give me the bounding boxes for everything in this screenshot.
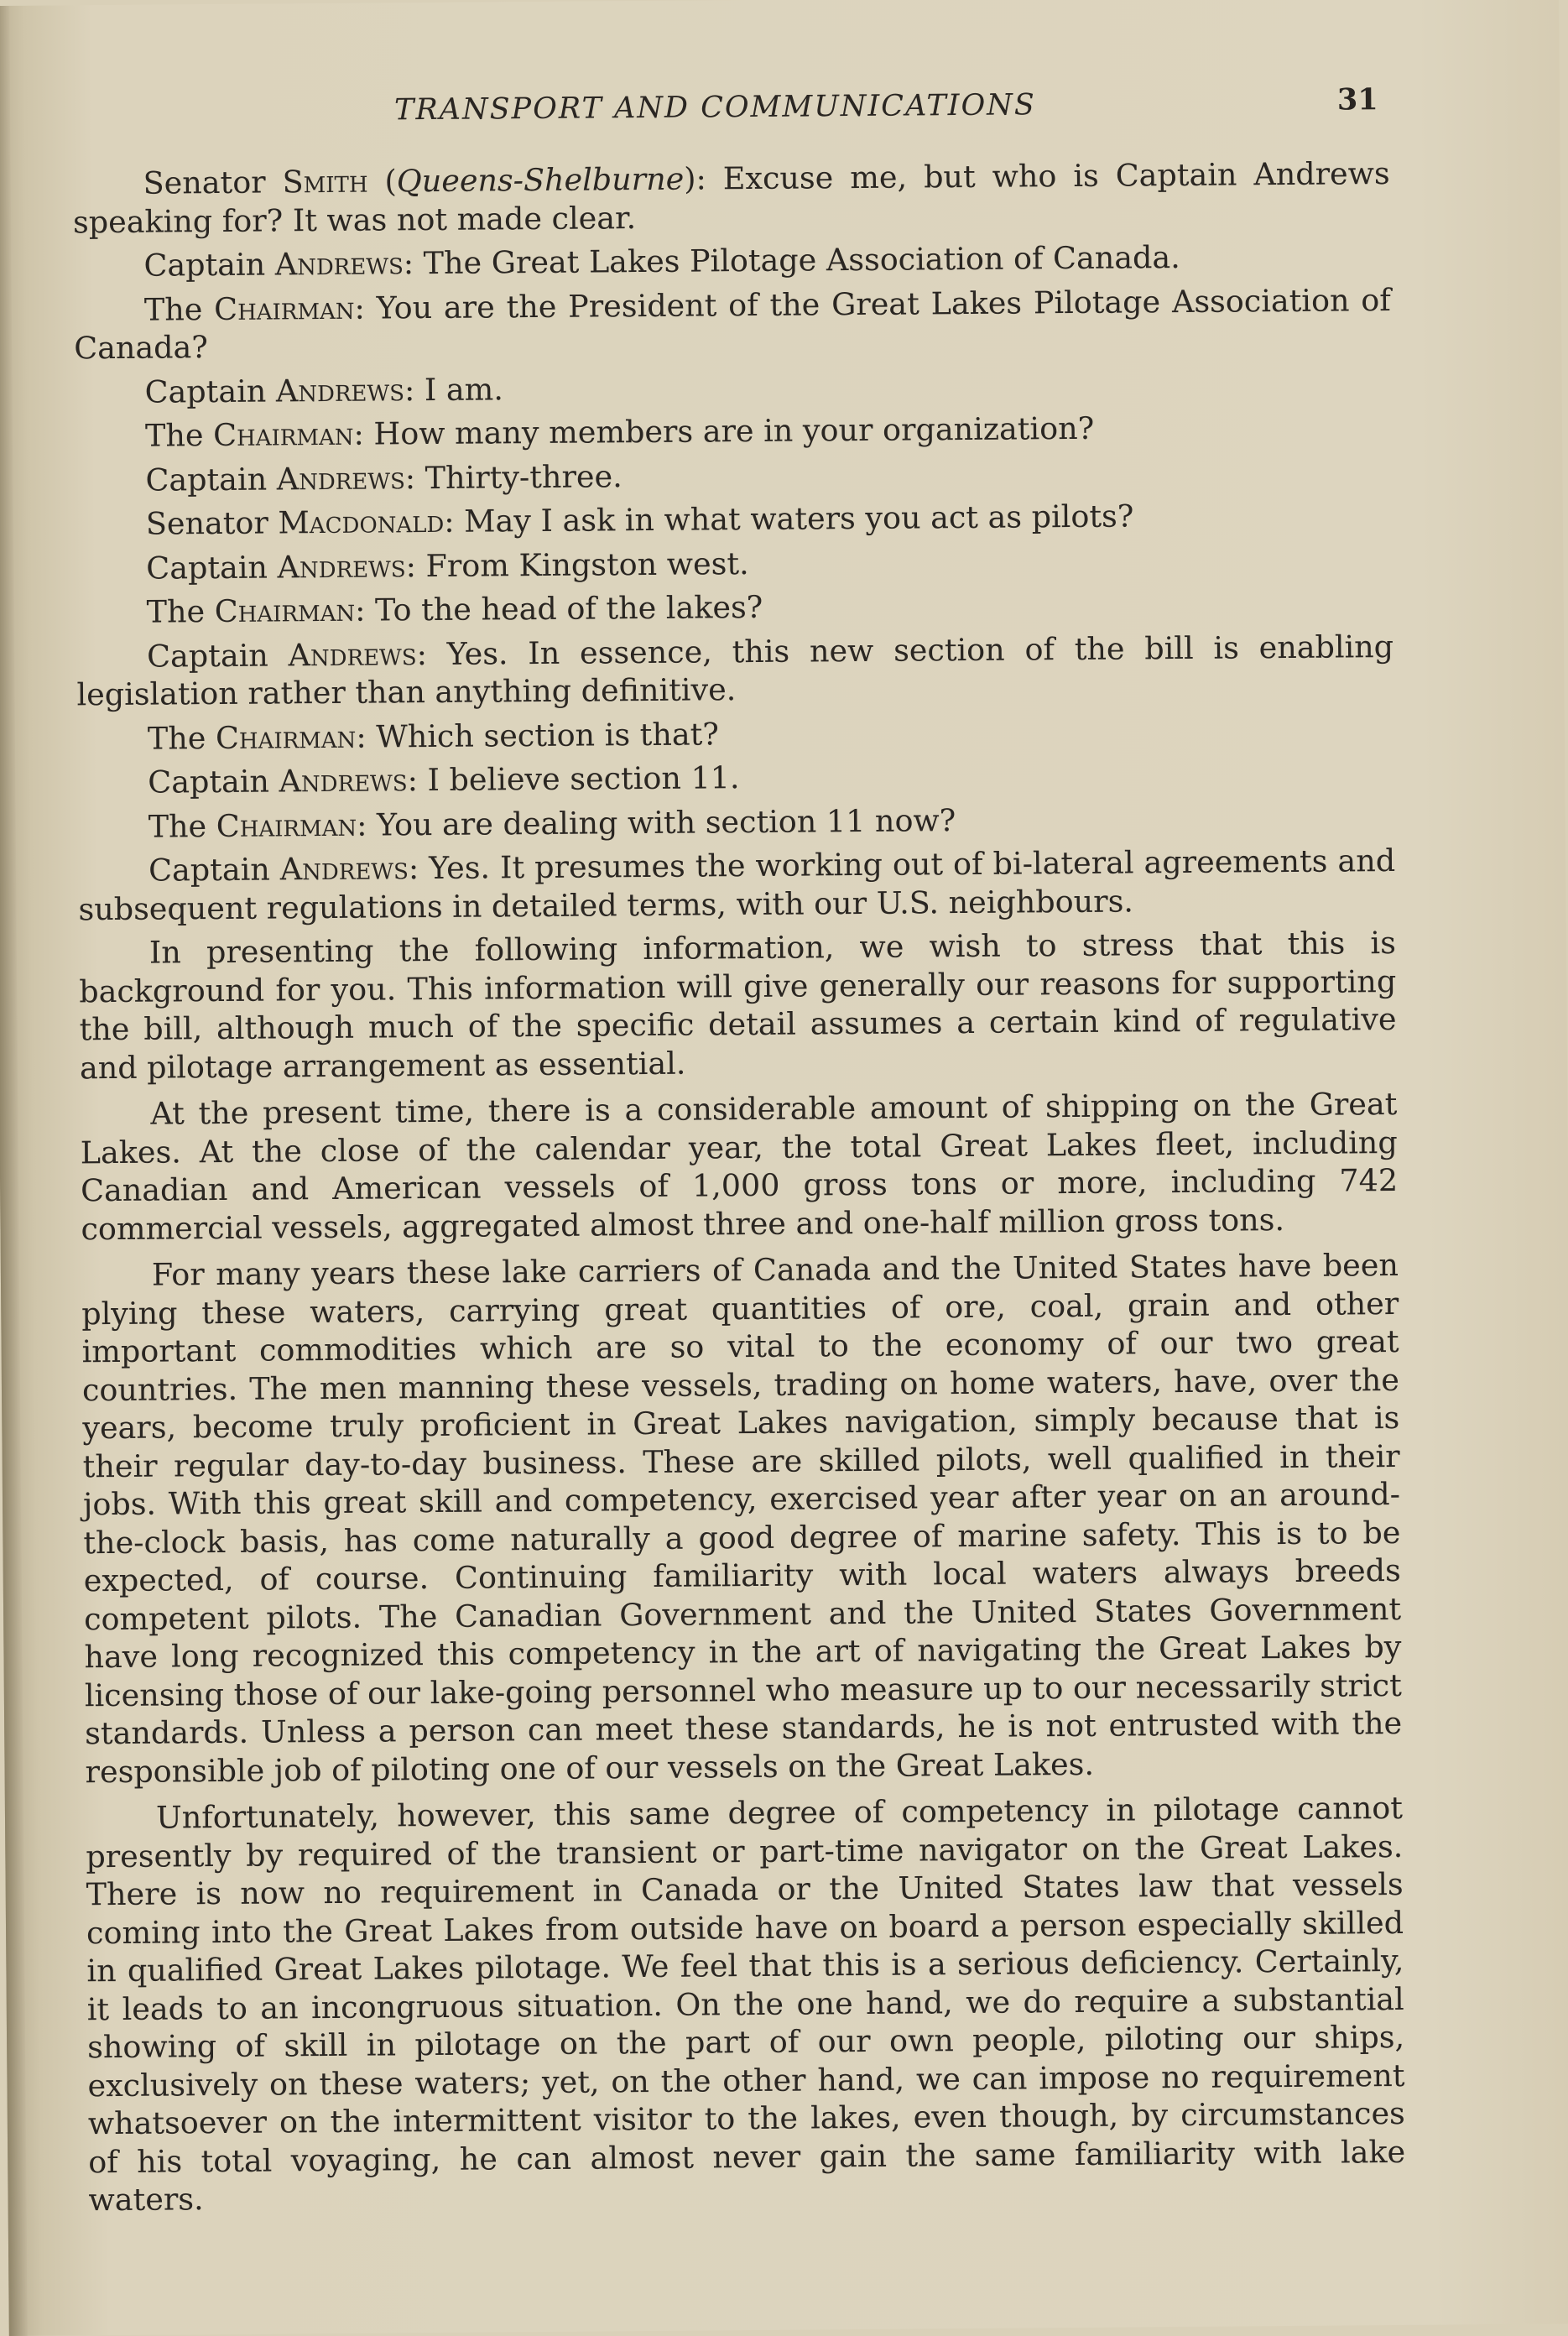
running-header: TRANSPORT AND COMMUNICATIONS bbox=[393, 88, 1036, 128]
body-paragraph: At the present time, there is a considerable amount of shipping on the Great Lakes. At the close of the calendar year, the total Great Lakes fleet, including Canadian and American vessels of 1,000 gross tons or more, including 742 commercial vessels, aggregated almost three and one-half million gross tons. bbox=[80, 1085, 1399, 1247]
page-body bbox=[73, 154, 1406, 2228]
dialogue-line: Senator Macdonald: May I ask in what waters you act as pilots? bbox=[145, 498, 1134, 542]
page-number: 31 bbox=[1336, 82, 1378, 117]
dialogue-line: The Chairman: Which section is that? bbox=[147, 715, 720, 757]
dialogue-line: Captain Andrews: Yes. It presumes the working out of bi-lateral agreements and subsequent regulations in detailed terms, with our U.S. neighbours. bbox=[78, 842, 1396, 927]
dialogue-line: The Chairman: How many members are in your organization? bbox=[144, 409, 1095, 454]
dialogue-line: Senator Smith (Queens-Shelburne): Excuse me, but who is Captain Andrews speaking for? It was not made clear. bbox=[72, 155, 1390, 240]
body-paragraph: Unfortunately, however, this same degree of competency in pilotage cannot presently by required of the transient or part-time navigator on the Great Lakes. There is now no requirement in Canada or the United States law that vessels coming into the Great Lakes from outside have on board a person especially skilled in qualified Great Lakes pilotage. We feel that this is a serious deficiency. Certainly, it leads to an incongruous situation. On the one hand, we do require a substantial showing of skill in pilotage on the part of our own people, piloting our ships, exclusively on these waters; yet, on the other hand, we can impose no requirement whatsoever on the intermittent visitor to the lakes, even though, by circumstances of his total voyaging, he can almost never gain the same familiarity with lake waters. bbox=[86, 1789, 1406, 2219]
dialogue-line: Captain Andrews: From Kingston west. bbox=[146, 545, 749, 587]
dialogue-line: Captain Andrews: I believe section 11. bbox=[148, 759, 740, 800]
dialogue-line: Captain Andrews: I am. bbox=[144, 370, 504, 410]
body-paragraph: For many years these lake carriers of Canada and the United States have been plying these waters, carrying great quantities of ore, coal, grain and other important commodities which are so vital to the economy of our two great countries. The men manning these vessels, trading on home waters, have, over the years, become truly proficient in Great Lakes navigation, simply because that is their regular day-to-day business. These are skilled pilots, well qualified in their jobs. With this great skill and competency, exercised year after year on an around-the-clock basis, has come naturally a good degree of marine safety. This is to be expected, of course. Continuing familiarity with local waters always breeds competent pilots. The Canadian Government and the United States Government have long recognized this competency in the art of navigating the Great Lakes by licensing those of our lake-going personnel who measure up to our necessarily strict standards. Unless a person can meet these standards, he is not entrusted with the responsible job of piloting one of our vessels on the Great Lakes. bbox=[81, 1246, 1403, 1790]
dialogue-line: The Chairman: You are the President of the Great Lakes Pilotage Association of Canada? bbox=[74, 281, 1391, 367]
dialogue-line: Captain Andrews: Yes. In essence, this new section of the bill is enabling legislation rather than anything definitive. bbox=[76, 628, 1394, 713]
dialogue-line: The Chairman: To the head of the lakes? bbox=[146, 588, 763, 630]
dialogue-line: Captain Andrews: Thirty-three. bbox=[145, 457, 623, 498]
dialogue-line: Captain Andrews: The Great Lakes Pilotage Association of Canada. bbox=[143, 238, 1180, 284]
body-paragraph: In presenting the following information, we wish to stress that this is background for you. This information will give generally our reasons for supporting the bill, although much of the specific detail assumes a certain kind of regulative and pilotage arrangement as essential. bbox=[79, 924, 1397, 1086]
book-spine-shadow bbox=[0, 6, 28, 2336]
dialogue-line: The Chairman: You are dealing with section 11 now? bbox=[148, 801, 956, 845]
